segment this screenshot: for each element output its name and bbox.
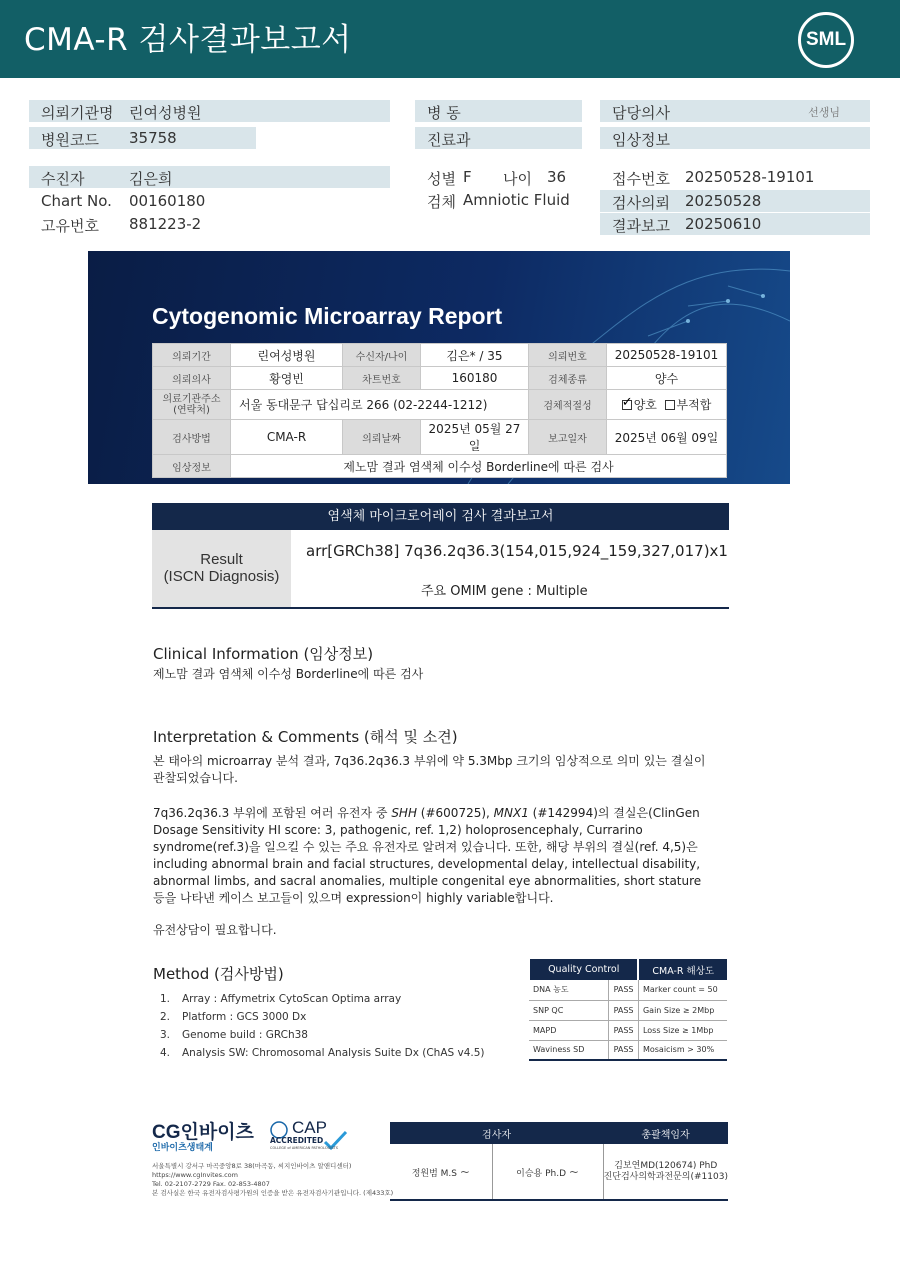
request-date-field [600, 190, 870, 212]
quality-metric: MAPD [529, 1020, 609, 1040]
certification-line: 본 검사실은 한국 유전자검사평가원의 인증을 받은 유전자검사기관입니다. (제433호) [152, 1189, 394, 1197]
lab-address [152, 1162, 393, 1198]
chart-label: Chart No. [41, 192, 112, 210]
microarray-report-banner [88, 251, 790, 484]
resolution-value: Loss Size ≥ 1Mbp [638, 1020, 727, 1040]
quality-row [529, 1000, 727, 1020]
resolution-value: Marker count = 50 [638, 980, 727, 1000]
clinical-info-title: Clinical Information (임상정보) [153, 645, 374, 663]
cg-invites-logo: CG인바이츠 [152, 1122, 254, 1143]
specimen-label: 검체 [427, 193, 456, 211]
request-date-label: 검사의뢰 [612, 194, 670, 212]
checkbox-checked-icon [622, 400, 632, 410]
banner-cell: CMA-R [231, 420, 343, 455]
result-bottom-rule [152, 607, 729, 609]
banner-row [153, 390, 727, 420]
phone-line: Tel. 02-2107-2729 Fax. 02-853-4807 [152, 1180, 270, 1188]
resolution-value: Mosaicism > 30% [638, 1040, 727, 1060]
quality-row [529, 1020, 727, 1040]
institution-field [29, 100, 390, 122]
director-name: 김보연MD(120674) PhD [614, 1160, 718, 1171]
clinical-info-field [600, 127, 870, 149]
method-item-text: Platform : GCS 3000 Dx [182, 1011, 307, 1023]
chart-field [29, 190, 390, 212]
sml-logo [798, 12, 854, 68]
quality-control-table [528, 959, 727, 1061]
banner-cell: 황영빈 [231, 367, 343, 390]
institution-label: 의뢰기관명 [41, 104, 114, 122]
ward-label: 병 동 [427, 104, 461, 122]
department-field [415, 127, 582, 149]
request-date-value: 20250528 [685, 192, 762, 210]
method-title: Method (검사방법) [153, 965, 284, 983]
banner-cell: 의료기관주소 (연락처) [153, 390, 231, 420]
banner-cell: 의뢰번호 [529, 344, 607, 367]
signature-header-row [390, 1122, 728, 1144]
quality-metric: SNP QC [529, 1000, 609, 1020]
handwritten-signature: ~ [459, 1164, 470, 1179]
quality-metric: DNA 농도 [529, 980, 609, 1000]
specimen-value: Amniotic Fluid [463, 191, 570, 209]
receipt-value: 20250528-19101 [685, 168, 815, 186]
unique-id-value: 881223-2 [129, 215, 202, 233]
method-item-text: Analysis SW: Chromosomal Analysis Suite Dx (ChAS v4.5) [182, 1047, 485, 1059]
age-value: 36 [547, 168, 567, 186]
tester-2-name: 이승용 Ph.D [516, 1168, 567, 1179]
gene-mnx1: MNX1 [493, 806, 529, 820]
cap-accredited-logo [270, 1118, 350, 1152]
sex-label: 성별 [427, 170, 456, 188]
hospital-code-field [29, 127, 256, 149]
doctor-label: 담당의사 [612, 104, 670, 122]
patient-label: 수진자 [41, 170, 85, 188]
banner-cell: 보고일자 [529, 420, 607, 455]
banner-cell: 2025년 05월 27일 [421, 420, 529, 455]
quality-row [529, 980, 727, 1000]
institution-value: 린여성병원 [129, 104, 202, 122]
banner-cell: 임상정보 [153, 455, 231, 478]
quality-header-row [529, 959, 727, 980]
banner-cell: 검체종류 [529, 367, 607, 390]
receipt-field [600, 166, 870, 188]
banner-cell: 20250528-19101 [607, 344, 727, 367]
method-item: 4. Analysis SW: Chromosomal Analysis Suite Dx (ChAS v4.5) [160, 1047, 485, 1059]
omim-gene: 주요 OMIM gene : Multiple [421, 584, 588, 599]
quality-status: PASS [609, 1020, 639, 1040]
unique-id-label: 고유번호 [41, 217, 99, 235]
sml-logo-text: SML [805, 29, 847, 50]
checkbox-empty-icon [665, 400, 675, 410]
quality-control-header: Quality Control [529, 959, 638, 980]
banner-row [153, 420, 727, 455]
tester-1-signature [390, 1144, 492, 1200]
interpretation-paragraph-3: 유전상담이 필요합니다. [153, 923, 277, 937]
director-signature [603, 1144, 728, 1200]
unique-id-field [29, 213, 390, 235]
adequacy-poor-label: 부적합 [676, 398, 712, 412]
receipt-label: 접수번호 [612, 170, 670, 188]
p2-text-a: 7q36.2q36.3 부위에 포함된 여러 유전자 중 [153, 806, 392, 820]
banner-cell: 양수 [607, 367, 727, 390]
method-item: 1. Array : Affymetrix CytoScan Optima array [160, 993, 402, 1005]
method-item-text: Array : Affymetrix CytoScan Optima array [182, 993, 402, 1005]
clinical-info-text: 제노맘 결과 염색체 이수성 Borderline에 따른 검사 [153, 667, 424, 681]
interpretation-title: Interpretation & Comments (해석 및 소견) [153, 728, 458, 746]
signature-row [390, 1144, 728, 1200]
doctor-field [600, 100, 870, 122]
result-label-line2: (ISCN Diagnosis) [163, 568, 280, 585]
report-title: CMA-R 검사결과보고서 [24, 22, 352, 58]
tester-1-name: 정원범 M.S [411, 1168, 457, 1179]
interpretation-paragraph-2 [153, 805, 713, 907]
banner-title: Cytogenomic Microarray Report [152, 303, 503, 329]
banner-cell: 의뢰날짜 [343, 420, 421, 455]
website-line: https://www.cgInvites.com [152, 1171, 238, 1179]
banner-cell: 김은* / 35 [421, 344, 529, 367]
director-header: 총괄책임자 [603, 1122, 728, 1144]
signature-table [390, 1122, 728, 1201]
patient-field [29, 166, 390, 188]
banner-cell: 의뢰기간 [153, 344, 231, 367]
method-item-text: Genome build : GRCh38 [182, 1029, 308, 1041]
specimen-field [415, 189, 590, 211]
age-label: 나이 [503, 170, 532, 188]
report-header [0, 0, 900, 78]
chart-value: 00160180 [129, 192, 206, 210]
interpretation-paragraph-1: 본 태아의 microarray 분석 결과, 7q36.2q36.3 부위에 약 5.3Mbp 크기의 임상적으로 의미 있는 결실이 관찰되었습니다. [153, 754, 706, 785]
adequacy-good-label: 양호 [633, 398, 657, 412]
method-item: 3. Genome build : GRCh38 [160, 1029, 308, 1041]
quality-row [529, 1040, 727, 1060]
result-heading: 염색체 마이크로어레이 검사 결과보고서 [152, 503, 729, 530]
gene-shh: SHH [391, 806, 417, 820]
cap-accredited-text: ACCREDITED [270, 1136, 324, 1145]
report-date-value: 20250610 [685, 215, 762, 233]
quality-status: PASS [609, 980, 639, 1000]
quality-status: PASS [609, 1000, 639, 1020]
report-date-label: 결과보고 [612, 217, 670, 235]
director-title: 진단검사의학과전문의(#1103) [603, 1171, 728, 1182]
address-line: 서울특별시 강서구 마곡중앙8로 38(마곡동, 씨지인바이츠 알앤디센터) [152, 1162, 352, 1170]
banner-cell: 160180 [421, 367, 529, 390]
quality-status: PASS [609, 1040, 639, 1060]
doctor-suffix: 선생님 [808, 106, 840, 119]
banner-address: 서울 동대문구 답십리로 266 (02-2244-1212) [231, 390, 529, 420]
sex-age-field [415, 166, 590, 188]
clinical-info-label: 임상정보 [612, 131, 670, 149]
banner-cell: 검사방법 [153, 420, 231, 455]
method-item: 2. Platform : GCS 3000 Dx [160, 1011, 307, 1023]
resolution-value: Gain Size ≥ 2Mbp [638, 1000, 727, 1020]
tester-2-signature [492, 1144, 603, 1200]
banner-row [153, 344, 727, 367]
handwritten-signature: ~ [568, 1164, 579, 1179]
hospital-code-label: 병원코드 [41, 131, 99, 149]
banner-row [153, 455, 727, 478]
hospital-code-value: 35758 [129, 129, 177, 147]
quality-metric: Waviness SD [529, 1040, 609, 1060]
banner-clinical-info: 제노맘 결과 염색체 이수성 Borderline에 따른 검사 [231, 455, 727, 478]
banner-cell: 차트번호 [343, 367, 421, 390]
banner-row [153, 367, 727, 390]
report-date-field [600, 213, 870, 235]
tester-header: 검사자 [390, 1122, 603, 1144]
banner-cell: 2025년 06월 09일 [607, 420, 727, 455]
p2-text-c: (#142994)의 결실은(ClinGen Dosage Sensitivity HI score: 3, pathogenic, ref. 1,2) holoprosencephaly, Currarino syndrome(ref.3)을 일으킬 수 있는 주요 유전자로 알려져 있습니다. 또한, 해당 부위의 결실(ref. 4,5)은 including abnormal brain and facial structures, developmental delay, intellectual disability, abnormal limbs, and sacral anomalies, multiple congenital eye abnormalities, short stature 등을 나타낸 케이스 보고들이 있으며 expression이 highly variable합니다. [153, 806, 702, 905]
banner-cell: 검체적절성 [529, 390, 607, 420]
department-label: 진료과 [427, 131, 471, 149]
cg-invites-subtitle: 인바이츠생태계 [152, 1143, 213, 1153]
result-label-line1: Result [200, 551, 243, 568]
resolution-header: CMA-R 해상도 [638, 959, 727, 980]
method-list [160, 993, 485, 1065]
sex-value: F [463, 168, 472, 186]
p2-text-b: (#600725), [416, 806, 494, 820]
banner-cell: 의뢰의사 [153, 367, 231, 390]
banner-cell: 린여성병원 [231, 344, 343, 367]
cap-small-text: COLLEGE of AMERICAN PATHOLOGISTS [270, 1146, 338, 1150]
banner-info-table [152, 343, 727, 478]
ward-field [415, 100, 582, 122]
cap-text: CAP [292, 1118, 327, 1137]
patient-value: 김은희 [129, 170, 173, 188]
specimen-adequacy-cell [607, 390, 727, 420]
banner-cell: 수신자/나이 [343, 344, 421, 367]
result-label [152, 530, 291, 607]
iscn-diagnosis: arr[GRCh38] 7q36.2q36.3(154,015,924_159,327,017)x1 [306, 542, 728, 560]
